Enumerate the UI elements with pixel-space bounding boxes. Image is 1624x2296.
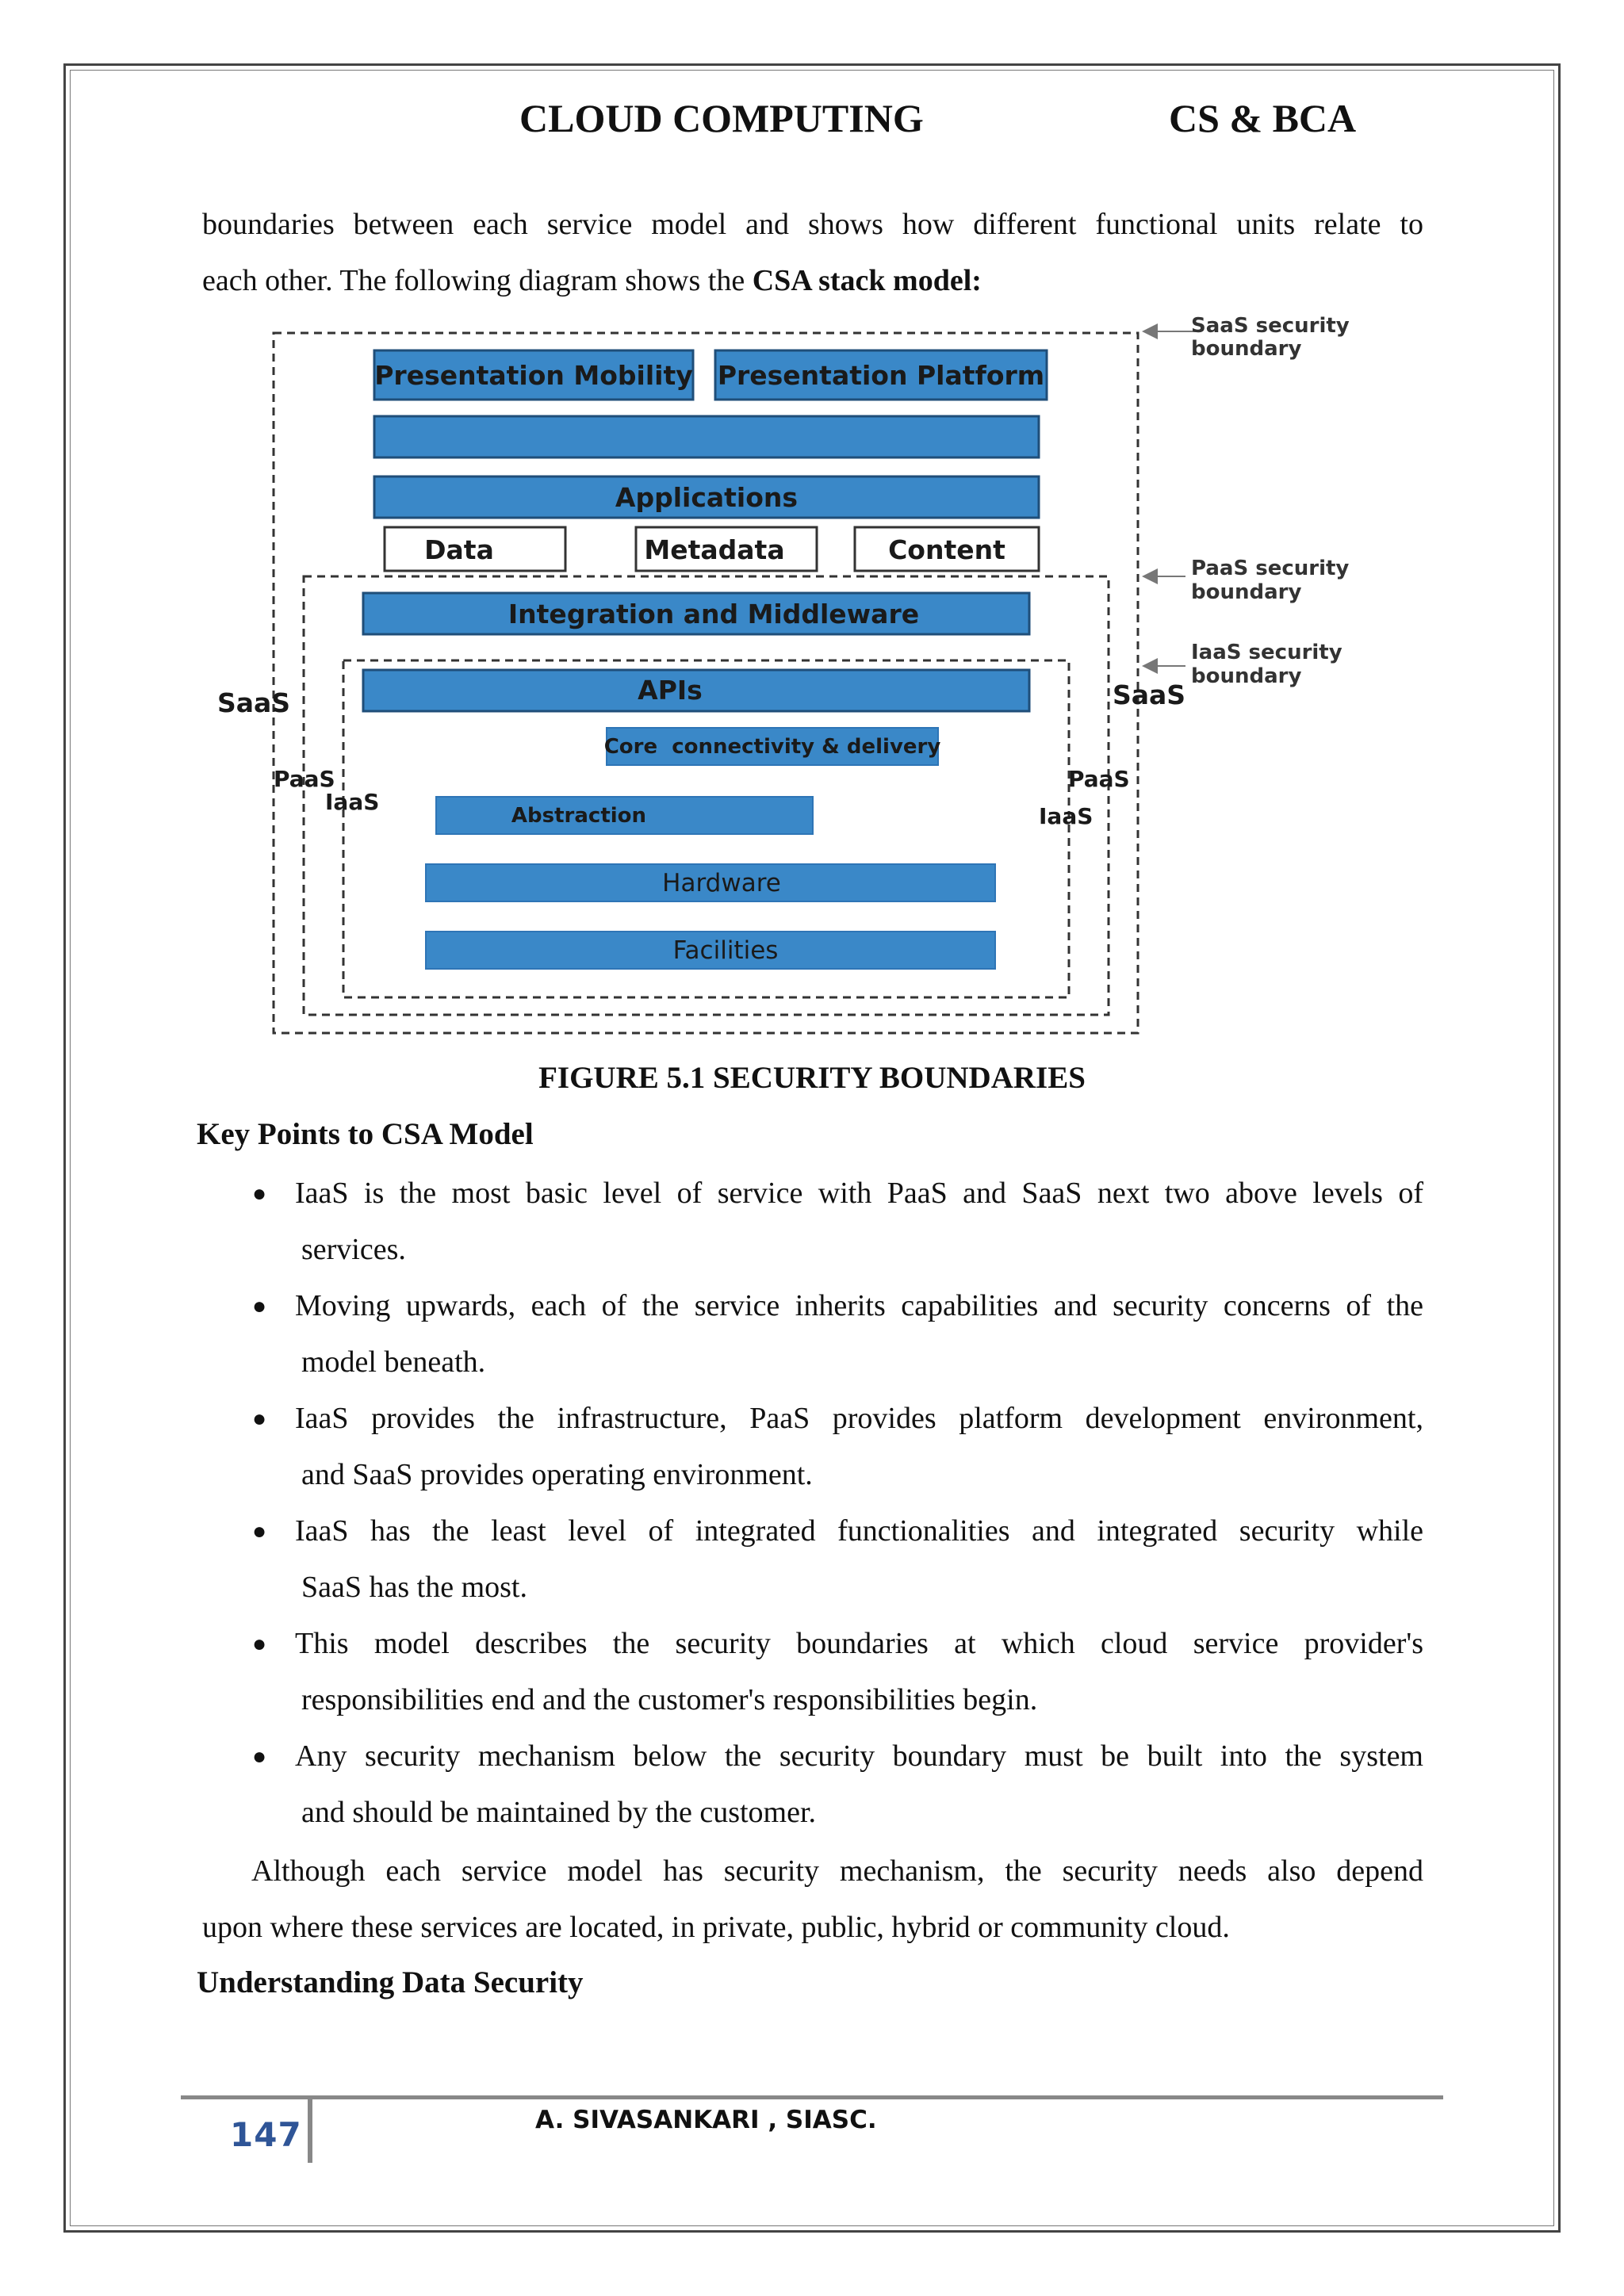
paas-label-left: PaaS: [274, 766, 335, 792]
metadata-label: Metadata: [644, 534, 785, 565]
key-point-item: [246, 1391, 1423, 1503]
blank-layer-bar: [374, 416, 1039, 457]
key-point-text: Moving upwards, each of the service inherits capabilities and security concerns of the: [295, 1289, 1423, 1322]
abstraction-label: Abstraction: [511, 804, 647, 828]
header-subject: CLOUD COMPUTING: [519, 96, 924, 140]
footer-divider: [308, 2099, 312, 2163]
saas-label-right: SaaS: [1113, 679, 1186, 710]
intro-line-2-text: each other. The following diagram shows the: [202, 264, 753, 297]
closing-paragraph: [202, 1843, 1423, 1956]
footer-author: A. SIVASANKARI , SIASC.: [535, 2106, 877, 2134]
closing-line-1: Although each service model has security mechanism, the security needs also depend: [251, 1854, 1423, 1888]
key-point-continuation: and SaaS provides operating environment.: [301, 1458, 813, 1491]
bullet-icon: ●: [252, 1406, 267, 1432]
saas-boundary-label-1: SaaS security: [1191, 314, 1350, 338]
csa-stack-diagram: [198, 305, 1364, 1043]
saas-label-left: SaaS: [217, 687, 291, 718]
key-point-text: Any security mechanism below the security boundary must be built into the system: [295, 1739, 1423, 1773]
saas-boundary-label-2: boundary: [1191, 337, 1302, 361]
paas-boundary-label-1: PaaS security: [1191, 557, 1350, 580]
figure-caption: FIGURE 5.1 SECURITY BOUNDARIES: [538, 1061, 1086, 1095]
iaas-boundary-label-2: boundary: [1191, 664, 1302, 688]
integration-middleware-label: Integration and Middleware: [508, 599, 920, 629]
bullet-icon: ●: [252, 1181, 267, 1207]
paas-boundary-label-2: boundary: [1191, 580, 1302, 604]
key-point-text: IaaS provides the infrastructure, PaaS provides platform development environment,: [295, 1402, 1423, 1435]
key-point-item: [246, 1728, 1423, 1841]
iaas-label-right: IaaS: [1039, 803, 1094, 829]
key-point-item: [246, 1278, 1423, 1391]
key-point-text: IaaS has the least level of integrated functionalities and integrated security while: [295, 1514, 1423, 1548]
paas-label-right: PaaS: [1068, 766, 1130, 792]
closing-line-2: upon where these services are located, in private, public, hybrid or community cloud.: [202, 1911, 1230, 1944]
next-section-heading: Understanding Data Security: [197, 1965, 584, 1999]
bullet-icon: ●: [252, 1293, 267, 1319]
key-point-text: This model describes the security boundaries at which cloud service provider's: [295, 1627, 1423, 1660]
key-point-item: [246, 1616, 1423, 1728]
bullet-icon: ●: [252, 1743, 267, 1770]
key-point-continuation: model beneath.: [301, 1345, 486, 1379]
bullet-icon: ●: [252, 1518, 267, 1544]
header-course: CS & BCA: [1169, 96, 1357, 140]
key-points-heading: Key Points to CSA Model: [197, 1117, 534, 1151]
key-point-continuation: services.: [301, 1233, 406, 1266]
key-point-continuation: SaaS has the most.: [301, 1571, 527, 1604]
hardware-label: Hardware: [662, 869, 781, 897]
intro-line-2-bold: CSA stack model:: [752, 264, 982, 297]
key-point-item: [246, 1165, 1423, 1278]
intro-paragraph: [202, 197, 1423, 309]
presentation-mobility-label: Presentation Mobility: [374, 360, 693, 391]
key-point-text: IaaS is the most basic level of service with PaaS and SaaS next two above levels of: [295, 1177, 1423, 1210]
iaas-label-left: IaaS: [325, 789, 380, 815]
key-point-continuation: and should be maintained by the customer.: [301, 1796, 817, 1829]
apis-label: APIs: [638, 675, 703, 706]
iaas-boundary-label-1: IaaS security: [1191, 641, 1342, 664]
core-connectivity-label: Core connectivity & delivery: [603, 735, 941, 759]
data-label: Data: [424, 534, 494, 565]
applications-label: Applications: [615, 482, 799, 513]
bullet-icon: ●: [252, 1631, 267, 1657]
presentation-platform-label: Presentation Platform: [717, 360, 1045, 391]
facilities-label: Facilities: [672, 936, 779, 965]
footer-rule: [181, 2095, 1443, 2099]
key-point-continuation: responsibilities end and the customer's responsibilities begin.: [301, 1683, 1038, 1716]
key-point-item: [246, 1503, 1423, 1616]
content-label: Content: [888, 534, 1005, 565]
intro-line-1: boundaries between each service model and shows how different functional units relate to: [202, 208, 1423, 241]
key-points-list: [246, 1165, 1423, 1841]
page-number: 147: [230, 2115, 302, 2154]
